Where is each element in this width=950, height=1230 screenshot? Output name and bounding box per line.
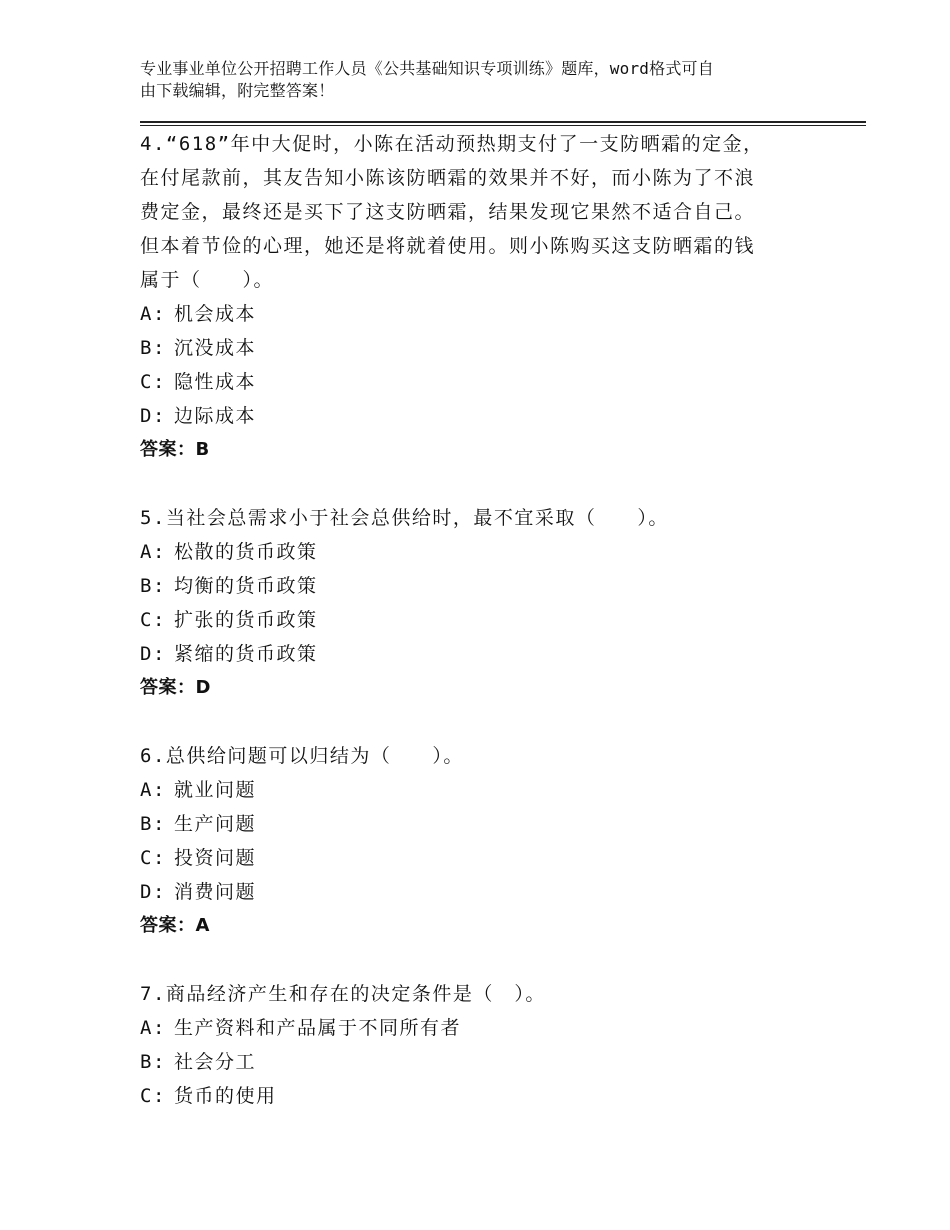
option-b <box>140 569 820 603</box>
question-spacer <box>140 943 820 977</box>
option-text: 就业问题 <box>174 779 257 801</box>
option-letter: C: <box>140 847 166 869</box>
stem-line: 7.商品经济产生和存在的决定条件是（ ）。 <box>140 983 546 1005</box>
header-line-1: 专业事业单位公开招聘工作人员《公共基础知识专项训练》题库，word格式可自 <box>140 59 714 78</box>
header-rule-thin <box>140 125 866 126</box>
question-spacer <box>140 705 820 739</box>
document-header <box>140 58 810 102</box>
option-text: 隐性成本 <box>174 371 257 393</box>
option-letter: C: <box>140 1085 166 1107</box>
option-b <box>140 807 820 841</box>
option-letter: C: <box>140 371 166 393</box>
option-text: 均衡的货币政策 <box>174 575 318 597</box>
option-text: 紧缩的货币政策 <box>174 643 318 665</box>
header-rule-thick <box>140 121 866 123</box>
option-c <box>140 365 820 399</box>
answer-label: 答案：B <box>140 439 210 460</box>
option-a <box>140 535 820 569</box>
question-item <box>140 501 820 705</box>
option-text: 松散的货币政策 <box>174 541 318 563</box>
stem-line: 6.总供给问题可以归结为（ ）。 <box>140 745 464 767</box>
option-letter: B: <box>140 575 166 597</box>
stem-line: 4.“618”年中大促时，小陈在活动预热期支付了一支防晒霜的定金， <box>140 133 764 155</box>
header-line-2: 由下载编辑，附完整答案！ <box>140 81 335 100</box>
option-text: 消费问题 <box>174 881 257 903</box>
option-letter: B: <box>140 813 166 835</box>
stem-line: 5.当社会总需求小于社会总供给时，最不宜采取（ ）。 <box>140 507 669 529</box>
stem-line: 属于（ ）。 <box>140 269 275 291</box>
option-text: 边际成本 <box>174 405 257 427</box>
option-c <box>140 1079 820 1113</box>
answer-label: 答案：A <box>140 915 210 936</box>
question-stem <box>140 127 820 297</box>
option-b <box>140 331 820 365</box>
question-stem <box>140 739 820 773</box>
question-item <box>140 739 820 943</box>
option-letter: A: <box>140 1017 166 1039</box>
option-b <box>140 1045 820 1079</box>
stem-line: 费定金，最终还是买下了这支防晒霜，结果发现它果然不适合自己。 <box>140 201 756 223</box>
option-text: 货币的使用 <box>174 1085 277 1107</box>
question-stem <box>140 977 820 1011</box>
question-stem <box>140 501 820 535</box>
option-a <box>140 1011 820 1045</box>
option-letter: A: <box>140 779 166 801</box>
option-letter: D: <box>140 643 166 665</box>
answer-label: 答案：D <box>140 677 211 698</box>
option-d <box>140 399 820 433</box>
option-text: 机会成本 <box>174 303 257 325</box>
option-a <box>140 773 820 807</box>
question-item <box>140 127 820 467</box>
option-letter: D: <box>140 881 166 903</box>
option-c <box>140 603 820 637</box>
question-item <box>140 977 820 1113</box>
option-letter: B: <box>140 1051 166 1073</box>
option-text: 投资问题 <box>174 847 257 869</box>
stem-line: 但本着节俭的心理，她还是将就着使用。则小陈购买这支防晒霜的钱 <box>140 235 756 257</box>
option-letter: B: <box>140 337 166 359</box>
option-d <box>140 875 820 909</box>
question-list <box>140 127 820 1113</box>
option-c <box>140 841 820 875</box>
question-spacer <box>140 467 820 501</box>
option-text: 生产问题 <box>174 813 257 835</box>
option-a <box>140 297 820 331</box>
option-d <box>140 637 820 671</box>
option-text: 社会分工 <box>174 1051 257 1073</box>
option-text: 扩张的货币政策 <box>174 609 318 631</box>
option-letter: A: <box>140 541 166 563</box>
option-letter: C: <box>140 609 166 631</box>
option-letter: D: <box>140 405 166 427</box>
stem-line: 在付尾款前，其友告知小陈该防晒霜的效果并不好，而小陈为了不浪 <box>140 167 756 189</box>
option-letter: A: <box>140 303 166 325</box>
option-text: 沉没成本 <box>174 337 257 359</box>
option-text: 生产资料和产品属于不同所有者 <box>174 1017 462 1039</box>
